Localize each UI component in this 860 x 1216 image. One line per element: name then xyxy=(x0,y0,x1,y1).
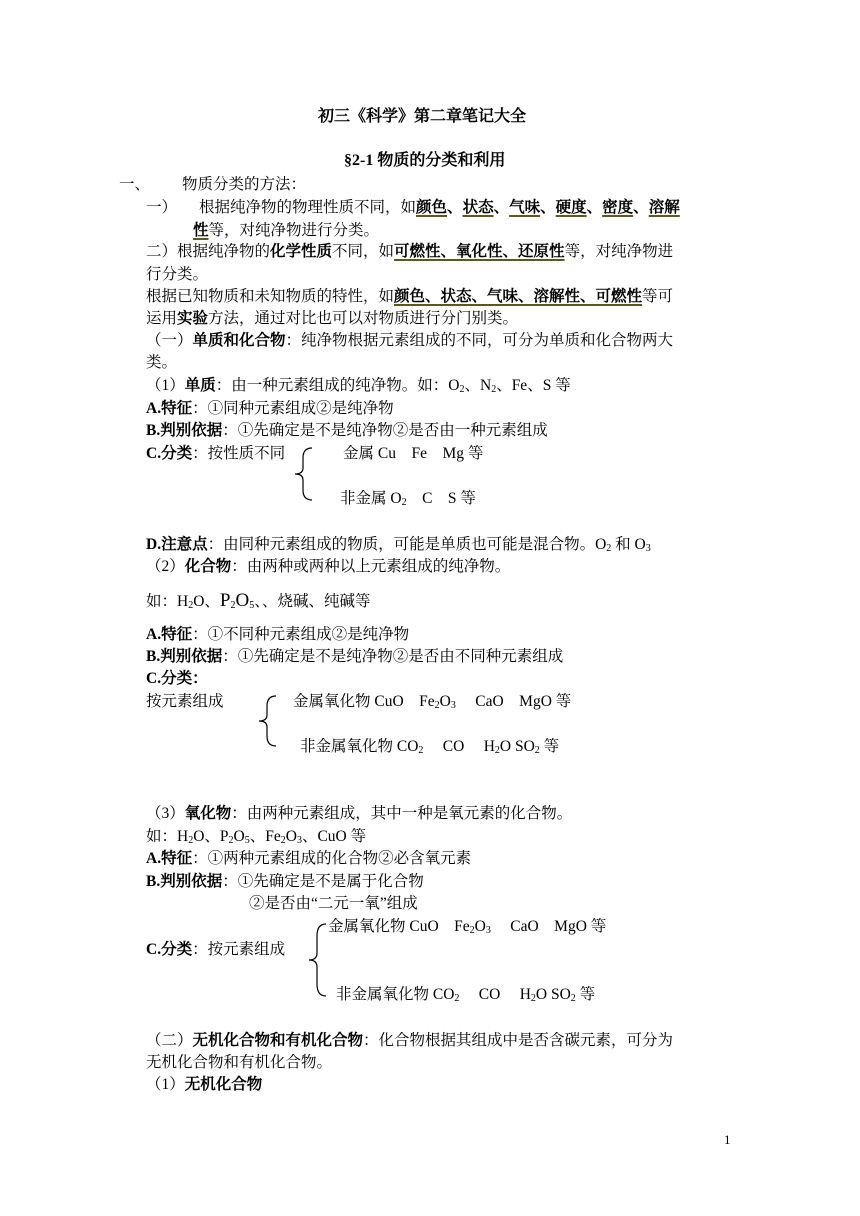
sep: 、 xyxy=(447,199,463,216)
part1-text: 物质分类的方法： xyxy=(182,176,307,193)
nonmetal-oxide-o: O SO xyxy=(499,738,535,755)
comp-nonmetal-oxide xyxy=(300,737,559,757)
compound-definition xyxy=(146,557,510,577)
nonmetal-oxide-mid: CO H xyxy=(459,986,531,1003)
subscript: 5 xyxy=(244,835,250,846)
metal-oxide-o: O xyxy=(474,918,486,935)
section-title: §2-1 物质的分类和利用 xyxy=(344,152,506,169)
metal-oxide-tail: CaO MgO 等 xyxy=(490,918,607,935)
oxide-metal-oxide xyxy=(328,917,606,937)
sub1-prefix: （一） xyxy=(146,332,193,349)
comp-text: ：由两种或两种以上元素组成的纯净物。 xyxy=(231,558,511,575)
keyword-solubility-end: 性 xyxy=(193,222,209,239)
comp-criteria-text: ：①先确定是不是纯净物②是否由不同种元素组成 xyxy=(222,648,564,665)
comp-class-label: C.分类： xyxy=(146,670,208,687)
metal-oxide-text: 金属氧化物 CuO Fe xyxy=(328,918,470,935)
oxide-feature-label: A.特征 xyxy=(146,850,193,867)
sub2-prefix: （二） xyxy=(146,1032,193,1049)
elem-class-text: ：按性质不同 xyxy=(192,445,286,462)
sub2-item-keyword: 无机化合物 xyxy=(184,1076,263,1093)
oxide-criteria-label: B.判别依据 xyxy=(146,873,223,890)
subscript: 2 xyxy=(401,497,407,508)
part1-number: 一、 xyxy=(119,176,151,193)
oxide-feature xyxy=(146,849,471,869)
sub1-heading xyxy=(146,331,673,351)
comp-feature xyxy=(146,625,409,645)
item1-line xyxy=(146,198,680,218)
oxide-feature-text: ：①两种元素组成的化合物②必含氧元素 xyxy=(192,850,472,867)
nonmetal-oxide-mid: CO H xyxy=(423,738,495,755)
sub1-text: ：纯净物根据元素组成的不同，可分为单质和化合物两大 xyxy=(285,332,674,349)
comp-metal-oxide xyxy=(293,692,571,712)
keyword-solubility: 溶解 xyxy=(648,199,680,216)
elem-feature xyxy=(146,399,394,419)
oxide-classification xyxy=(146,940,285,960)
oxide-prefix: （3） xyxy=(146,805,185,822)
nonmetal-oxide-o: O SO xyxy=(535,986,571,1003)
elem-prefix: （1） xyxy=(146,377,185,394)
oxide-examples xyxy=(146,827,366,847)
subscript: 5 xyxy=(249,600,255,611)
item3-line xyxy=(146,287,673,307)
sub2-text: ：化合物根据其组成中是否含碳元素，可分为 xyxy=(363,1032,674,1049)
elem-metal: 金属 Cu Fe Mg 等 xyxy=(343,445,484,462)
comp-feature-label: A.特征 xyxy=(146,626,193,643)
keyword-flammability: 可燃性、氧化性、还原性 xyxy=(394,243,565,260)
comp-ex-text: 如：H xyxy=(146,593,189,610)
oxide-ex-b: O xyxy=(233,828,245,845)
document-title: 初三《科学》第二章笔记大全 xyxy=(318,108,527,125)
sub2-cont: 无机化合物和有机化合物。 xyxy=(146,1054,333,1071)
item2-text: 二）根据纯净物的 xyxy=(146,243,271,260)
keyword-properties: 颜色、状态、气味、溶解性、可燃性 xyxy=(394,288,643,305)
oxide-ex-a: O、P xyxy=(193,828,229,845)
oxide-ex-e: 、CuO 等 xyxy=(301,828,367,845)
keyword-smell: 气味 xyxy=(509,199,541,216)
subscript: 2 xyxy=(459,384,465,395)
subscript: 3 xyxy=(645,543,651,554)
sep: 、 xyxy=(633,199,649,216)
item3-text: 根据已知物质和未知物质的特性，如 xyxy=(146,288,395,305)
nonmetal-text: 非金属 O xyxy=(340,490,402,507)
elem-class-label: C.分类 xyxy=(146,445,193,462)
oxide-text: ：由两种元素组成，其中一种是氧元素的化合物。 xyxy=(231,805,573,822)
item1-post: 等，对纯净物进行分类。 xyxy=(208,222,380,239)
elem-nonmetal xyxy=(340,489,476,509)
nonmetal-oxide-tail: 等 xyxy=(575,986,596,1003)
sep: 、 xyxy=(540,199,556,216)
comp-criteria xyxy=(146,647,563,667)
brace-icon xyxy=(292,446,314,502)
sub2-heading xyxy=(146,1031,673,1051)
item1-line-cont xyxy=(193,221,379,241)
sub1-keyword: 单质和化合物 xyxy=(192,332,286,349)
subscript: 2 xyxy=(434,700,440,711)
item1-number: 一） xyxy=(146,199,178,216)
elem-text: ：由一种元素组成的纯净物。如：O xyxy=(215,377,460,394)
item2-mid: 不同，如 xyxy=(332,243,395,260)
sub2-item-prefix: （1） xyxy=(146,1076,185,1093)
sub2-item xyxy=(146,1075,262,1095)
nonmetal-oxide-text: 非金属氧化物 CO xyxy=(336,986,455,1003)
subscript: 2 xyxy=(228,835,234,846)
comp-ex-o2: O xyxy=(235,590,250,611)
oxide-keyword: 氧化物 xyxy=(184,805,232,822)
comp-ex-tail: 、、烧碱、纯碱等 xyxy=(254,593,371,610)
item1-text: 根据纯净物的物理性质不同，如 xyxy=(199,199,417,216)
sep: 、 xyxy=(586,199,603,216)
subscript: 2 xyxy=(230,600,236,611)
elem-criteria xyxy=(146,421,548,441)
subscript: 2 xyxy=(469,925,475,936)
keyword-color: 颜色 xyxy=(416,199,448,216)
subscript: 2 xyxy=(188,835,194,846)
oxide-ex-c: 、Fe xyxy=(249,828,281,845)
elem-feature-text: ：①同种元素组成②是纯净物 xyxy=(192,400,394,417)
item3-cont-post: 方法，通过对比也可以对物质进行分门别类。 xyxy=(208,310,519,327)
oxide-criteria-2: ②是否由“二元一氧”组成 xyxy=(249,895,418,912)
oxide-class-text: ：按元素组成 xyxy=(192,941,286,958)
comp-prefix: （2） xyxy=(146,558,185,575)
elem-criteria-label: B.判别依据 xyxy=(146,422,223,439)
keyword-experiment: 实验 xyxy=(177,310,209,327)
nonmetal-tail: C S 等 xyxy=(406,490,476,507)
comp-keyword: 化合物 xyxy=(184,558,232,575)
elem-feature-label: A.特征 xyxy=(146,400,193,417)
comp-feature-text: ：①不同种元素组成②是纯净物 xyxy=(192,626,410,643)
keyword-hardness: 硬度 xyxy=(555,199,587,216)
subscript: 3 xyxy=(485,925,491,936)
elem-mid: 、N xyxy=(464,377,492,394)
elem-tail: 、Fe、S 等 xyxy=(496,377,571,394)
brace-icon xyxy=(256,694,278,748)
item3-cont-pre: 运用 xyxy=(146,310,178,327)
subscript: 3 xyxy=(296,835,302,846)
sub1-cont: 类。 xyxy=(146,354,178,371)
keyword-chemical-property: 化学性质 xyxy=(270,243,333,260)
metal-oxide-text: 金属氧化物 CuO Fe xyxy=(293,693,435,710)
subscript: 3 xyxy=(450,700,456,711)
elem-keyword: 单质 xyxy=(184,377,216,394)
elem-criteria-text: ：①先确定是不是纯净物②是否由一种元素组成 xyxy=(222,422,548,439)
subscript: 2 xyxy=(188,600,194,611)
brace-icon xyxy=(306,922,328,998)
metal-oxide-tail: CaO MgO 等 xyxy=(455,693,572,710)
nonmetal-oxide-text: 非金属氧化物 CO xyxy=(300,738,419,755)
subscript: 2 xyxy=(534,745,540,756)
metal-oxide-o: O xyxy=(439,693,451,710)
part1-heading xyxy=(119,175,306,195)
subscript: 2 xyxy=(570,993,576,1004)
oxide-criteria xyxy=(146,872,424,892)
compound-examples xyxy=(146,591,370,612)
elem-note-text: ：由同种元素组成的物质，可能是单质也可能是混合物。O xyxy=(207,536,607,553)
oxide-nonmetal-oxide xyxy=(336,985,595,1005)
comp-criteria-label: B.判别依据 xyxy=(146,648,223,665)
oxide-criteria-text: ：①先确定是不是属于化合物 xyxy=(222,873,424,890)
item3-post: 等可 xyxy=(642,288,674,305)
elem-note-label: D.注意点 xyxy=(146,536,208,553)
elem-note-mid: 和 O xyxy=(611,536,646,553)
sub2-keyword: 无机化合物和有机化合物 xyxy=(192,1032,364,1049)
sep: 、 xyxy=(493,199,510,216)
element-definition xyxy=(146,376,571,396)
subscript: 2 xyxy=(606,543,612,554)
keyword-state: 状态 xyxy=(462,199,494,216)
oxide-ex-text: 如：H xyxy=(146,828,189,845)
item2-post: 等，对纯净物进 xyxy=(564,243,674,260)
item2-cont: 行分类。 xyxy=(146,266,209,283)
comp-ex-o: O、 xyxy=(193,593,220,610)
subscript: 2 xyxy=(491,384,497,395)
item2-line xyxy=(146,242,673,262)
subscript: 2 xyxy=(530,993,536,1004)
oxide-ex-d: O xyxy=(285,828,297,845)
page-number: 1 xyxy=(724,1132,731,1147)
subscript: 2 xyxy=(280,835,286,846)
keyword-density: 密度 xyxy=(602,199,634,216)
comp-class-by-element: 按元素组成 xyxy=(146,693,224,710)
subscript: 2 xyxy=(494,745,500,756)
subscript: 2 xyxy=(418,745,424,756)
elem-classification xyxy=(146,444,285,464)
item3-cont xyxy=(146,309,518,329)
elem-note xyxy=(146,535,651,555)
comp-ex-p: P xyxy=(219,590,231,611)
oxide-class-label: C.分类 xyxy=(146,941,193,958)
nonmetal-oxide-tail: 等 xyxy=(539,738,560,755)
subscript: 2 xyxy=(454,993,460,1004)
oxide-definition xyxy=(146,804,572,824)
